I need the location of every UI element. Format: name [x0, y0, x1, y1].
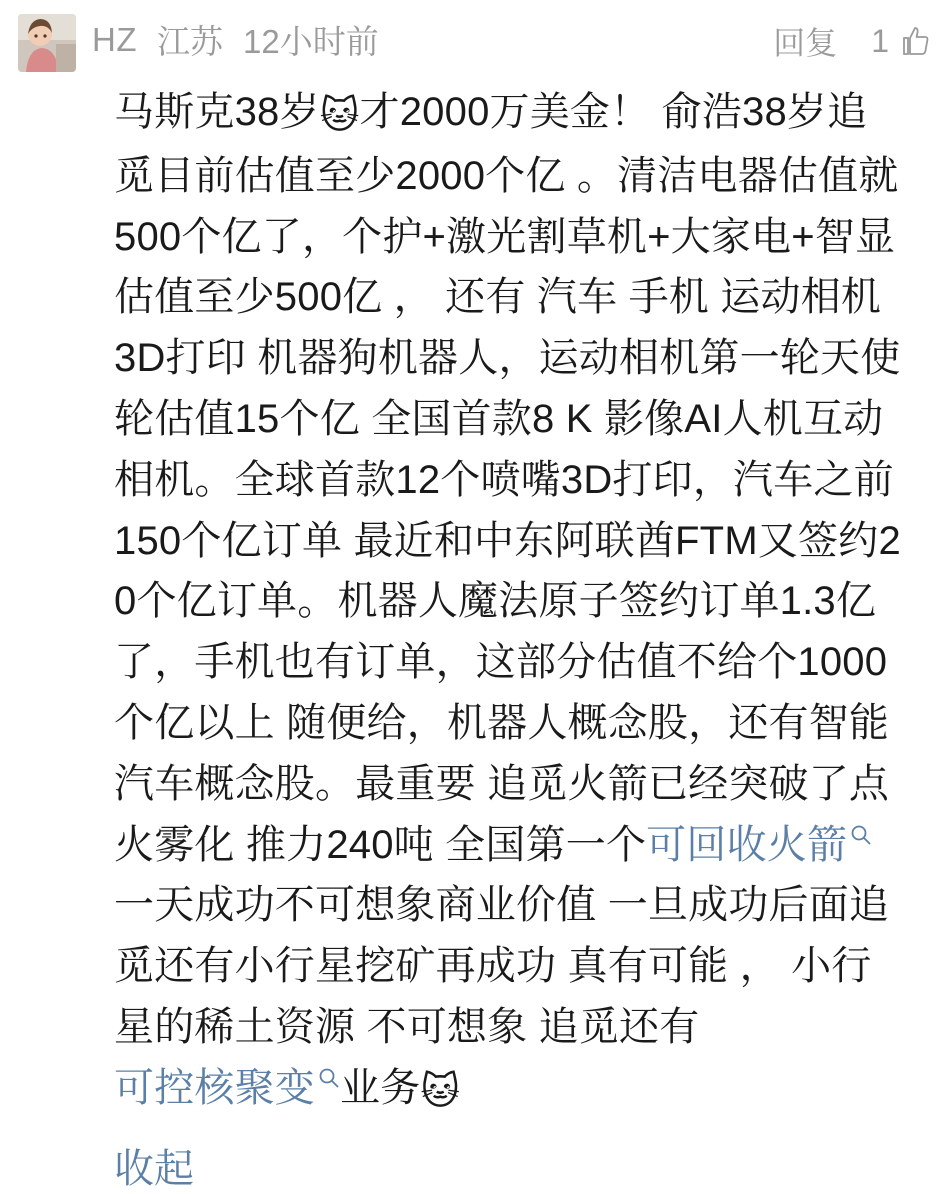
comment-header — [0, 0, 947, 72]
inline-search-link-label: 可控核聚变 — [114, 1065, 315, 1110]
search-icon — [850, 824, 872, 846]
cat-emoji-icon: 🐱 — [319, 95, 360, 137]
comment-timestamp: 12小时前 — [243, 23, 379, 60]
comment-body — [0, 72, 947, 1121]
comment-actions — [773, 14, 931, 64]
comment-text-run: 才2000万美金！ 俞浩38岁追觅目前估值至少2000个亿 。清洁电器估值就500个亿了，个护+激光割草机+大家电+智显 估值至少500亿 ， 还有 汽车 手机 运动相机 3D打印 机器狗机器人，运动相机第一轮天使轮估值15个亿 全国首款8 K 影像AI人机互动相机。全球首款12个喷嘴3D打印，汽车之前150个亿订单 最近和中东阿联酋FTM又签约20个亿订单。机器人魔法原子签约订单1.3亿了，手机也有订单，这部分估值不给个1000个亿以上 随便给，机器人概念股，还有智能汽车概念股。最重要 追觅火箭已经突破了点火雾化 推力240吨 全国第一个 — [114, 90, 901, 867]
like-button[interactable] — [871, 23, 931, 60]
user-photo-avatar-icon — [18, 14, 76, 72]
collapse-button[interactable]: 收起 — [114, 1147, 194, 1192]
like-count: 1 — [871, 22, 889, 59]
comment-text — [114, 82, 901, 1121]
comment-text-run: 业务 — [340, 1065, 421, 1110]
username[interactable]: HZ — [92, 20, 137, 58]
reply-button[interactable]: 回复 — [773, 25, 838, 61]
collapse-row — [0, 1121, 947, 1194]
cat-emoji-icon: 🐱 — [420, 1070, 461, 1113]
inline-search-link[interactable] — [114, 1066, 340, 1110]
comment-text-run: 马斯克38岁 — [114, 90, 320, 134]
inline-search-link[interactable] — [646, 823, 872, 867]
search-icon — [318, 1067, 340, 1089]
user-region: 江苏 — [157, 23, 223, 60]
comment-text-run: 一天成功不可想象商业价值 一旦成功后面追觅还有小行星挖矿再成功 真有可能 ， 小行星的稀土资源 不可想象 追觅还有 — [114, 883, 890, 1049]
comment-meta — [76, 14, 773, 63]
avatar[interactable] — [18, 14, 76, 72]
inline-search-link-label: 可回收火箭 — [646, 822, 848, 867]
thumbs-up-icon[interactable] — [899, 25, 931, 57]
